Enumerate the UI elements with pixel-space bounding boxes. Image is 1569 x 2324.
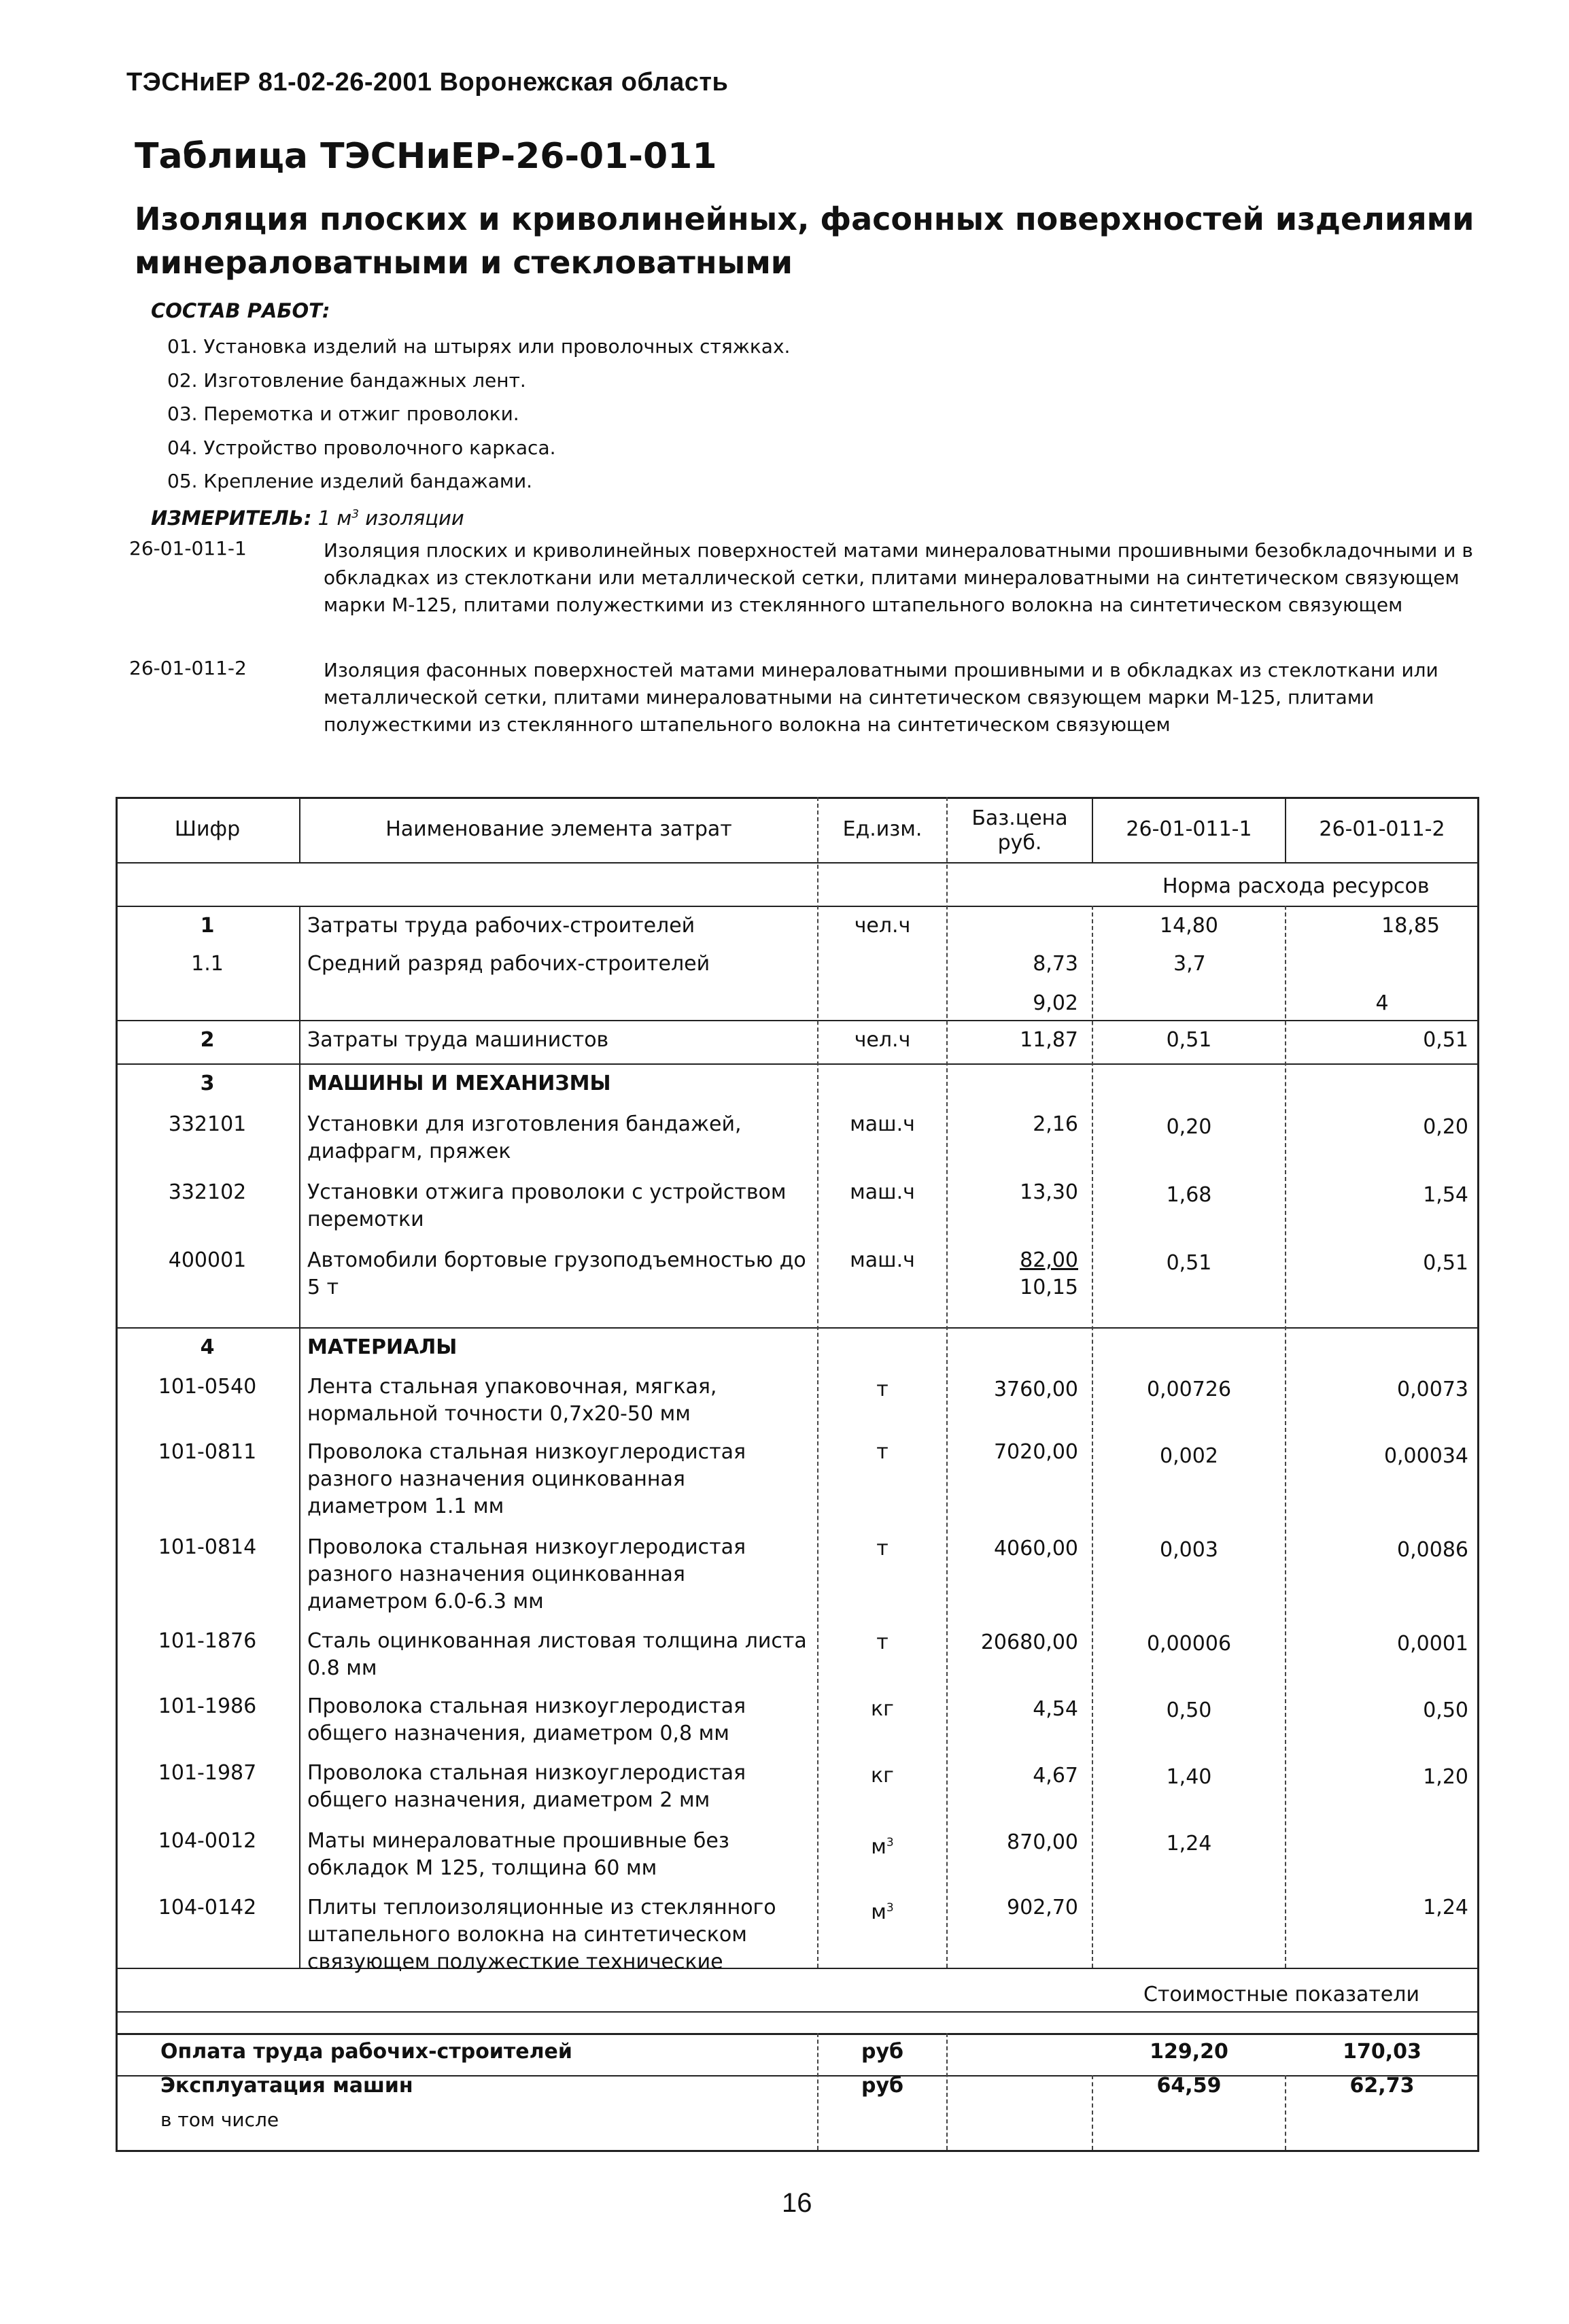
row-value-1: 1,40 [1166, 1765, 1212, 1789]
measure-unit-value: 1 м [317, 507, 352, 530]
row-code: 104-0012 [158, 1829, 257, 1853]
row-name: Установки отжига проволоки с устройством перемотки [307, 1180, 787, 1231]
row-price: 20680,00 [980, 1630, 1078, 1654]
row-name: Автомобили бортовые грузоподъемностью до 5 т [307, 1248, 806, 1299]
row-value-2: 0,0086 [1397, 1538, 1468, 1562]
measure-unit [151, 507, 464, 530]
work-item: 03. Перемотка и отжиг проволоки. [167, 403, 519, 425]
work-item: 01. Установка изделий на штырях или проволочных стяжках. [167, 335, 791, 358]
row-name: Средний разряд рабочих-строителей [307, 952, 710, 976]
table-title: Таблица ТЭСНиЕР-26-01-011 [135, 136, 717, 177]
column-header-code: Шифр [174, 817, 241, 841]
row-code: 332101 [168, 1112, 247, 1136]
row-value-1: 0,51 [1166, 1251, 1212, 1275]
row-name: Затраты труда рабочих-строителей [307, 914, 695, 938]
resource-table [116, 797, 1479, 2131]
measure-unit-tail: изоляции [365, 507, 464, 530]
unit-power: 3 [886, 1901, 894, 1915]
row-code: 1.1 [191, 952, 224, 976]
work-item: 04. Устройство проволочного каркаса. [167, 436, 556, 459]
row-unit: чел.ч [854, 914, 911, 938]
row-unit: маш.ч [850, 1112, 915, 1136]
row-unit: кг [871, 1697, 894, 1721]
description-text: Изоляция плоских и криволинейных поверхностей матами минераловатными прошивными безобкладочными и в обкладках из стеклоткани или металлической сетки, плитами минераловатными на синтетическом связующем марки М-125, плитами полужесткими из стеклянного штапельного волокна на синтетическом связующем [324, 539, 1473, 616]
row-price: 7020,00 [993, 1440, 1078, 1464]
footer-row-value-2: 62,73 [1349, 2074, 1415, 2098]
row-price: 870,00 [1007, 1830, 1078, 1854]
row-code: 101-1876 [158, 1629, 257, 1653]
row-value-2: 0,0001 [1397, 1632, 1468, 1656]
row-value-1: 3,7 [1173, 952, 1206, 976]
footer-row-value-1: 129,20 [1150, 2040, 1228, 2064]
column-header-variant-2: 26-01-011-2 [1319, 817, 1445, 841]
row-unit [818, 1829, 946, 1861]
row-unit: т [876, 1440, 889, 1464]
row-unit: чел.ч [854, 1028, 911, 1052]
row-name: Затраты труда машинистов [307, 1028, 609, 1052]
measure-unit-power: 3 [351, 507, 360, 522]
footer-note: в том числе [160, 2108, 279, 2131]
row-value-1: 1,68 [1166, 1183, 1212, 1207]
row-price: 4,67 [1033, 1764, 1078, 1788]
row-code: 101-0814 [158, 1535, 257, 1559]
row-price: 13,30 [1020, 1180, 1078, 1204]
description-code: 26-01-011-1 [129, 537, 247, 560]
unit-power: 3 [886, 1836, 894, 1849]
footer-row-name: Оплата труда рабочих-строителей [160, 2040, 572, 2064]
row-value-2: 0,50 [1423, 1698, 1468, 1722]
row-code: 400001 [168, 1248, 247, 1272]
row-price: 82,00 [1020, 1248, 1078, 1272]
footer-row-value-1: 64,59 [1156, 2074, 1222, 2098]
row-code: 101-0540 [158, 1375, 257, 1399]
row-name: Лента стальная упаковочная, мягкая, нормальной точности 0,7х20-50 мм [307, 1375, 717, 1426]
row-value-1: 1,24 [1166, 1832, 1212, 1856]
row-value-2: 0,00034 [1383, 1444, 1468, 1468]
row-unit: т [876, 1537, 889, 1560]
row-price: 4060,00 [993, 1537, 1078, 1560]
section-title: МАШИНЫ И МЕХАНИЗМЫ [307, 1072, 611, 1095]
row-unit: кг [871, 1764, 894, 1788]
row-name: Проволока стальная низкоуглеродистая общего назначения, диаметром 2 мм [307, 1761, 746, 1812]
row-value-2: 4 [1375, 991, 1389, 1015]
row-name: Проволока стальная низкоуглеродистая разного назначения оцинкованная диаметром 6.0-6.3 мм [307, 1535, 746, 1613]
row-value-1: 14,80 [1160, 914, 1218, 938]
row-value-1: 0,002 [1160, 1444, 1218, 1468]
row-name: Маты минераловатные прошивные без обкладок М 125, толщина 60 мм [307, 1829, 729, 1880]
row-unit [818, 1894, 946, 1926]
row-price: 902,70 [1007, 1896, 1078, 1919]
row-price: 3760,00 [993, 1378, 1078, 1401]
row-value-1: 0,00726 [1146, 1378, 1232, 1401]
work-item: 05. Крепление изделий бандажами. [167, 470, 533, 492]
description-code: 26-01-011-2 [129, 657, 247, 679]
row-value-2: 0,51 [1423, 1028, 1468, 1052]
section-title: МАТЕРИАЛЫ [307, 1335, 458, 1359]
footer-row-name: Эксплуатация машин [160, 2074, 413, 2098]
row-value-2: 18,85 [1381, 914, 1440, 938]
footer-row-unit: руб [861, 2040, 903, 2064]
row-unit: т [876, 1630, 889, 1654]
row-value-1: 0,00006 [1146, 1632, 1232, 1656]
row-code: 2 [200, 1028, 215, 1052]
work-composition-label: СОСТАВ РАБОТ: [151, 299, 330, 322]
row-unit: маш.ч [850, 1248, 915, 1272]
column-header-price: Баз.цена [971, 806, 1068, 830]
measure-unit-label: ИЗМЕРИТЕЛЬ: [151, 507, 312, 530]
row-value-2: 0,20 [1423, 1115, 1468, 1139]
row-code: 332102 [168, 1180, 247, 1204]
column-header-unit: Ед.изм. [842, 817, 923, 841]
cost-indicators-label: Стоимостные показатели [1143, 1983, 1419, 2006]
column-header-variant-1: 26-01-011-1 [1126, 817, 1252, 841]
row-value-2: 0,51 [1423, 1251, 1468, 1275]
description-text: Изоляция фасонных поверхностей матами минераловатными прошивными и в обкладках из стеклоткани или металлической сетки, плитами минераловатными на синтетическом связующем марки М-125, плитами полужесткими из стеклянного штапельного волокна на синтетическом связующем [324, 659, 1438, 736]
row-name: Плиты теплоизоляционные из стеклянного штапельного волокна на синтетическом связующем полужесткие технические [307, 1896, 776, 1974]
row-name: Проволока стальная низкоуглеродистая разного назначения оцинкованная диаметром 1.1 мм [307, 1440, 746, 1518]
unit-text: м [871, 1900, 886, 1924]
column-header-price-unit: руб. [997, 831, 1042, 855]
document-header: ТЭСНиЕР 81-02-26-2001 Воронежская область [126, 68, 729, 97]
footer-row-unit: руб [861, 2074, 903, 2098]
row-unit: маш.ч [850, 1180, 915, 1204]
column-header-name: Наименование элемента затрат [385, 817, 732, 841]
row-name: Установки для изготовления бандажей, диафрагм, пряжек [307, 1112, 742, 1163]
row-code: 101-0811 [158, 1440, 257, 1464]
row-value-2: 1,20 [1423, 1765, 1468, 1789]
row-code: 1 [200, 914, 215, 938]
row-price: 2,16 [1033, 1112, 1078, 1136]
row-name: Сталь оцинкованная листовая толщина листа 0.8 мм [307, 1629, 807, 1680]
row-price-secondary: 10,15 [1020, 1276, 1078, 1299]
row-code: 104-0142 [158, 1896, 257, 1919]
table-subtitle: Изоляция плоских и криволинейных, фасонных поверхностей изделиями минераловатными и стекловатными [135, 201, 1475, 281]
work-item: 02. Изготовление бандажных лент. [167, 369, 526, 392]
row-value-1: 0,50 [1166, 1698, 1212, 1722]
row-price: 4,54 [1033, 1697, 1078, 1721]
section-code: 3 [200, 1072, 215, 1095]
work-list [167, 330, 790, 498]
row-code: 101-1986 [158, 1694, 257, 1718]
row-price: 8,73 [1033, 952, 1078, 976]
norma-label: Норма расхода ресурсов [1162, 874, 1430, 898]
row-value-2: 1,24 [1423, 1896, 1468, 1919]
row-value-2: 0,0073 [1397, 1378, 1468, 1401]
footer-row-value-2: 170,03 [1343, 2040, 1421, 2064]
row-value-1: 0,003 [1160, 1538, 1218, 1562]
row-value-2: 1,54 [1423, 1183, 1468, 1207]
row-code: 101-1987 [158, 1761, 257, 1785]
row-price: 11,87 [1020, 1028, 1078, 1052]
row-value-1: 0,20 [1166, 1115, 1212, 1139]
row-price: 9,02 [1033, 991, 1078, 1015]
section-code: 4 [200, 1335, 215, 1359]
page-number: 16 [782, 2188, 812, 2218]
row-value-1: 0,51 [1166, 1028, 1212, 1052]
row-name: Проволока стальная низкоуглеродистая общего назначения, диаметром 0,8 мм [307, 1694, 746, 1745]
unit-text: м [871, 1835, 886, 1859]
row-unit: т [876, 1378, 889, 1401]
